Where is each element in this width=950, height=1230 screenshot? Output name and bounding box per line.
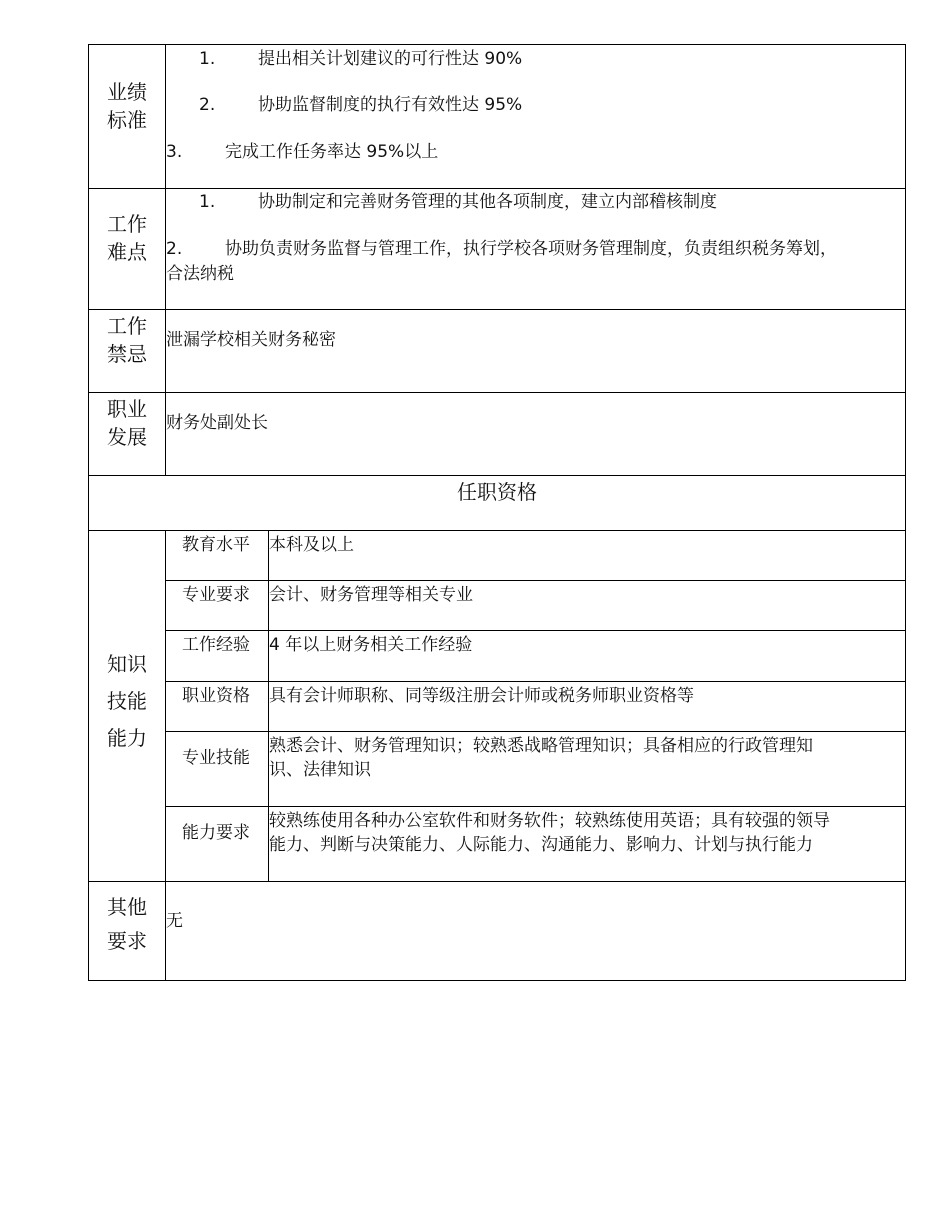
qual-value-education: 本科及以上 xyxy=(269,535,354,555)
qual-row-divider xyxy=(165,630,906,631)
difficulty-item-2-cont: 合法纳税 xyxy=(166,264,234,284)
qual-value-skills-line2: 识、法律知识 xyxy=(269,760,371,780)
performance-item-1: 1. 提出相关计划建议的可行性达 90% xyxy=(199,49,523,69)
other-text: 无 xyxy=(166,911,183,931)
qual-key-major: 专业要求 xyxy=(182,585,250,605)
career-label: 职业 发展 xyxy=(107,397,147,449)
qual-value-experience: 4 年以上财务相关工作经验 xyxy=(269,635,473,655)
difficulty-item-2: 2. 协助负责财务监督与管理工作，执行学校各项财务管理制度，负责组织税务筹划， xyxy=(166,239,837,259)
career-text: 财务处副处长 xyxy=(166,413,268,433)
qual-value-skills-line1: 熟悉会计、财务管理知识；较熟悉战略管理知识；具备相应的行政管理知 xyxy=(269,736,813,756)
performance-label: 业绩 标准 xyxy=(107,80,147,132)
row-divider xyxy=(88,392,906,393)
performance-item-2: 2. 协助监督制度的执行有效性达 95% xyxy=(199,95,523,115)
qual-key-education: 教育水平 xyxy=(182,535,250,555)
qual-value-abilities-line1: 较熟练使用各种办公室软件和财务软件；较熟练使用英语；具有较强的领导 xyxy=(269,811,830,831)
difficulty-label: 工作 难点 xyxy=(107,212,147,264)
qual-value-major: 会计、财务管理等相关专业 xyxy=(269,585,473,605)
qual-key-experience: 工作经验 xyxy=(182,635,250,655)
prohibition-text: 泄漏学校相关财务秘密 xyxy=(166,330,336,350)
difficulty-item-1: 1. 协助制定和完善财务管理的其他各项制度，建立内部稽核制度 xyxy=(199,192,717,212)
qual-row-divider xyxy=(165,731,906,732)
other-label: 其他 要求 xyxy=(107,895,147,953)
qual-value-certification: 具有会计师职称、同等级注册会计师或税务师职业资格等 xyxy=(269,686,694,706)
qualifications-title: 任职资格 xyxy=(457,480,537,504)
row-divider xyxy=(88,530,906,531)
performance-item-3: 3. 完成工作任务率达 95%以上 xyxy=(166,142,439,162)
qualifications-group-label: 知识 技能 能力 xyxy=(107,652,147,750)
row-divider xyxy=(88,475,906,476)
row-divider xyxy=(88,881,906,882)
qual-key-abilities: 能力要求 xyxy=(182,823,250,843)
qual-row-divider xyxy=(165,681,906,682)
prohibition-label: 工作 禁忌 xyxy=(107,314,147,366)
row-divider xyxy=(88,309,906,310)
qual-value-abilities-line2: 能力、判断与决策能力、人际能力、沟通能力、影响力、计划与执行能力 xyxy=(269,835,813,855)
qual-key-skills: 专业技能 xyxy=(182,748,250,768)
qual-row-divider xyxy=(165,580,906,581)
qual-row-divider xyxy=(165,806,906,807)
qual-key-certification: 职业资格 xyxy=(182,686,250,706)
row-divider xyxy=(88,188,906,189)
